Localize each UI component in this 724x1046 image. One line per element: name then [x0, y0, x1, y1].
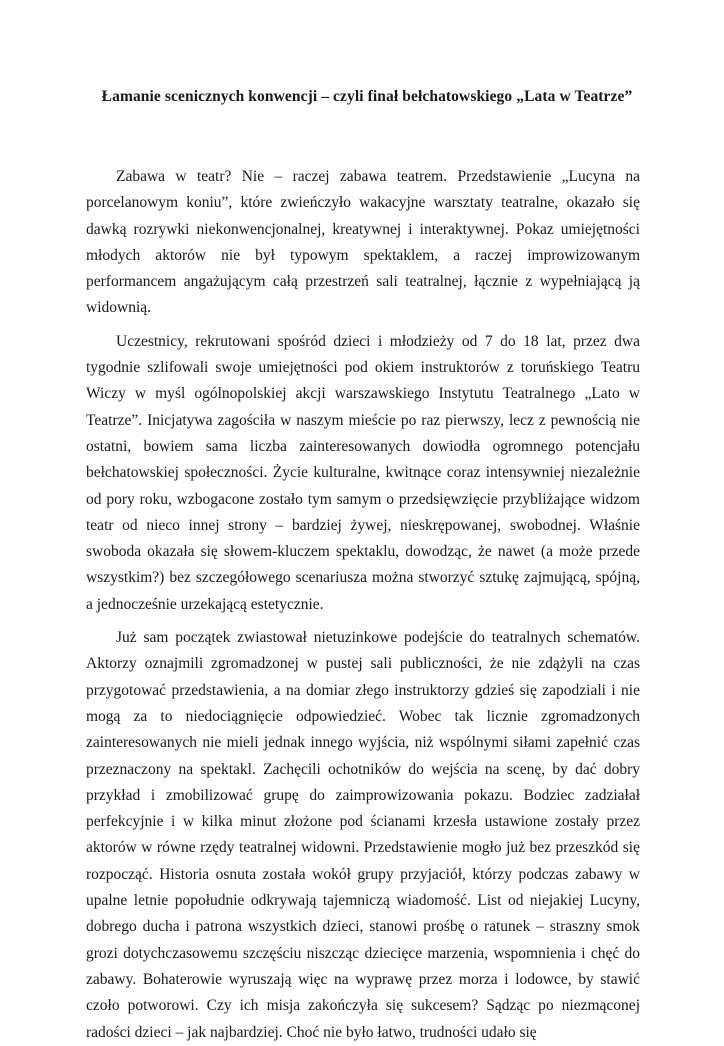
document-title: Łamanie scenicznych konwencji – czyli finał bełchatowskiego „Lata w Teatrze”	[101, 88, 633, 105]
document-body	[86, 164, 640, 1046]
paragraph-3: Już sam początek zwiastował nietuzinkowe podejście do teatralnych schematów. Aktorzy oznajmili zgromadzonej w pustej sali publiczności, że nie zdążyli na czas przygotować przedstawienia, a na domiar złego instruktorzy gdzieś się zapodziali i nie mogą za to niedociągnięcie odpowiedzieć. Wobec tak licznie zgromadzonych zainteresowanych nie mieli jednak innego wyjścia, niż wspólnymi siłami zapełnić czas przeznaczony na spektakl. Zachęcili ochotników do wejścia na scenę, by dać dobry przykład i zmobilizować grupę do zaimprowizowania pokazu. Bodziec zadziałał perfekcyjnie i w kilka minut złożone pod ścianami krzesła ustawione zostały przez aktorów w równe rzędy teatralnej widowni. Przedstawienie mogło już bez przeszkód się rozpocząć. Historia osnuta została wokół grupy przyjaciół, którzy podczas zabawy w upalne letnie popołudnie odkrywają tajemniczą wiadomość. List od niejakiej Lucyny, dobrego ducha i patrona wszystkich dzieci, stanowi prośbę o ratunek – straszny smok grozi dotychczasowemu szczęściu niszcząc dziecięce marzenia, wspomnienia i chęć do zabawy. Bohaterowie wyruszają więc na wyprawę przez morza i lodowce, by stawić czoło potworowi. Czy ich misja zakończyła się sukcesem? Sądząc po niezmąconej radości dzieci – jak najbardziej. Choć nie było łatwo, trudności udało się	[86, 629, 640, 1041]
paragraph-2: Uczestnicy, rekrutowani spośród dzieci i młodzieży od 7 do 18 lat, przez dwa tygodnie szlifowali swoje umiejętności pod okiem instruktorów z toruńskiego Teatru Wiczy w myśl ogólnopolskiej akcji warszawskiego Instytutu Teatralnego „Lato w Teatrze”. Inicjatywa zagościła w naszym mieście po raz pierwszy, lecz z pewnością nie ostatni, bowiem sama liczba zainteresowanych dowiodła ogromnego potencjału bełchatowskiej społeczności. Życie kulturalne, kwitnące coraz intensywniej niezależnie od pory roku, wzbogacone zostało tym samym o przedsięwzięcie przybliżające widzom teatr od nieco innej strony – bardziej żywej, nieskrępowanej, swobodnej. Właśnie swoboda okazała się słowem-kluczem spektaklu, dowodząc, że nawet (a może przede wszystkim?) bez szczegółowego scenariusza można stworzyć sztukę zajmującą, spójną, a jednocześnie urzekającą estetycznie.	[86, 332, 640, 613]
paragraph-1: Zabawa w teatr? Nie – raczej zabawa teatrem. Przedstawienie „Lucyna na porcelanowym koniu”, które zwieńczyło wakacyjne warsztaty teatralne, okazało się dawką rozrywki niekonwencjonalnej, kreatywnej i interaktywnej. Pokaz umiejętności młodych aktorów nie był typowym spektaklem, a raczej improwizowanym performancem angażującym całą przestrzeń sali teatralnej, łącznie z wypełniającą ją widownią.	[86, 168, 640, 317]
